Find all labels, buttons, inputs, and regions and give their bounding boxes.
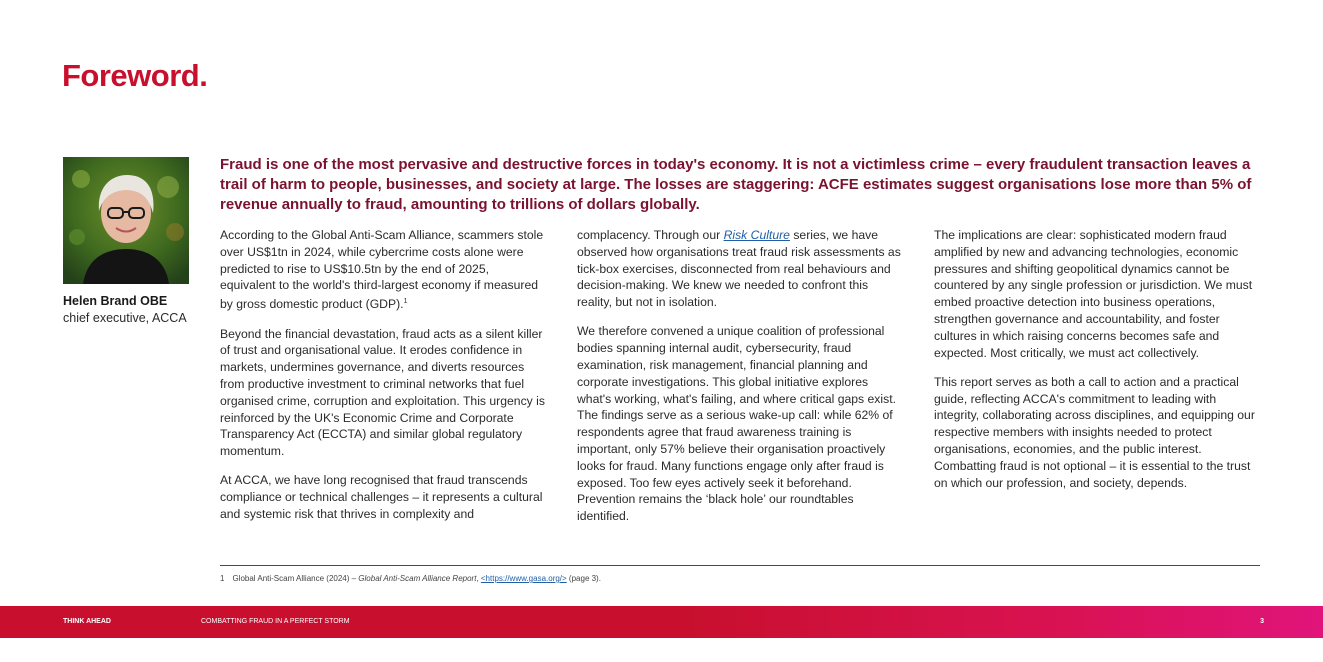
footnote-url-link[interactable]: <https://www.gasa.org/>	[480, 574, 567, 583]
body-paragraph: At ACCA, we have long recognised that fraud transcends compliance or technical challenges – it represents a cultural and systemic risk that thrives in complexity and	[220, 473, 543, 522]
body-paragraph: We therefore convened a unique coalition of professional bodies spanning internal audit, cybersecurity, fraud examination, risk management, financial planning and corporate investigations. This global initiative explores what's working, what's failing, and where critical gaps exist. The findings serve as a serious wake-up call: while 62% of respondents agree that fraud awareness training is important, only 57% believe their organisation proactively looks for fraud. Many functions engage only after fraud is exposed. Too few eyes actively seek it beforehand. Prevention remains the ‘black hole’ our roundtables identified.	[577, 324, 896, 524]
footnote-text: (page 3).	[566, 574, 601, 583]
body-paragraph: Beyond the financial devastation, fraud acts as a silent killer of trust and organisational value. It erodes confidence in markets, undermines governance, and diverts resources from productive investment to criminal networks that fuel organised crime, corruption and exploitation. This urgency is reinforced by the UK's Economic Crime and Corporate Transparency Act (ECCTA) and similar global regulatory momentum.	[220, 326, 545, 459]
portrait-image	[63, 157, 189, 284]
body-paragraph	[220, 227, 545, 313]
body-column-2	[577, 227, 902, 538]
footnote-number: 1	[220, 574, 225, 583]
page-number: 3	[1260, 618, 1264, 625]
author-name: Helen Brand OBE	[63, 294, 168, 308]
footnote-source-title: Global Anti-Scam Alliance Report	[358, 574, 477, 583]
body-column-1	[220, 227, 545, 535]
footer-document-title: COMBATTING FRAUD IN A PERFECT STORM	[201, 618, 350, 625]
paragraph-text: According to the Global Anti-Scam Alliance, scammers stole over US$1tn in 2024, while cybercrime costs alone were predicted to rise to US$10.5tn by the end of 2025, equivalent to the world's third-largest economy if measured by gross domestic product (GDP).	[220, 228, 544, 312]
author-photo	[63, 157, 189, 284]
body-paragraph: This report serves as both a call to action and a practical guide, reflecting ACCA's commitment to leading with integrity, collaborating across disciplines, and equipping our respective members with insights needed to protect organisations, economies, and the public interest. Combatting fraud is not optional – it is essential to the trust on which our profession, and society, depends.	[934, 374, 1255, 490]
paragraph-text: complacency. Through our	[577, 228, 724, 242]
footnote-divider	[220, 565, 1260, 566]
body-paragraph: The implications are clear: sophisticated modern fraud amplified by new and advancing technologies, economic pressures and shifting geopolitical dynamics cannot be countered by any single profession or jurisdiction. We must embed proactive detection into business operations, strengthen governance and accountability, and foster cultures in which raising concerns becomes safe and expected. Most critically, we must act collectively.	[934, 228, 1253, 360]
lead-paragraph: Fraud is one of the most pervasive and destructive forces in today's economy. It is not a victimless crime – every fraudulent transaction leaves a trail of harm to people, businesses, and society at large. The losses are staggering: ACFE estimates suggest organisations lose more than 5% of revenue annually to fraud, amounting to trillions of dollars globally.	[220, 156, 1252, 213]
risk-culture-link[interactable]: Risk Culture	[723, 228, 790, 242]
footnote-reference[interactable]: 1	[403, 298, 408, 306]
footnote	[220, 574, 601, 583]
page-title: Foreword.	[62, 58, 208, 93]
footer-brand: THINK AHEAD	[63, 618, 111, 625]
footnote-text: ,	[476, 574, 481, 583]
body-paragraph	[577, 227, 902, 311]
body-column-3	[934, 227, 1259, 504]
footnote-text: Global Anti-Scam Alliance (2024) –	[232, 574, 359, 583]
footer-bar	[0, 606, 1323, 638]
paragraph-text: series, we have observed how organisations treat fraud risk assessments as tick-box exercises, disconnected from real behaviours and decision-making. We knew we needed to confront this reality, but not in isolation.	[577, 228, 901, 310]
author-role: chief executive, ACCA	[63, 311, 187, 325]
